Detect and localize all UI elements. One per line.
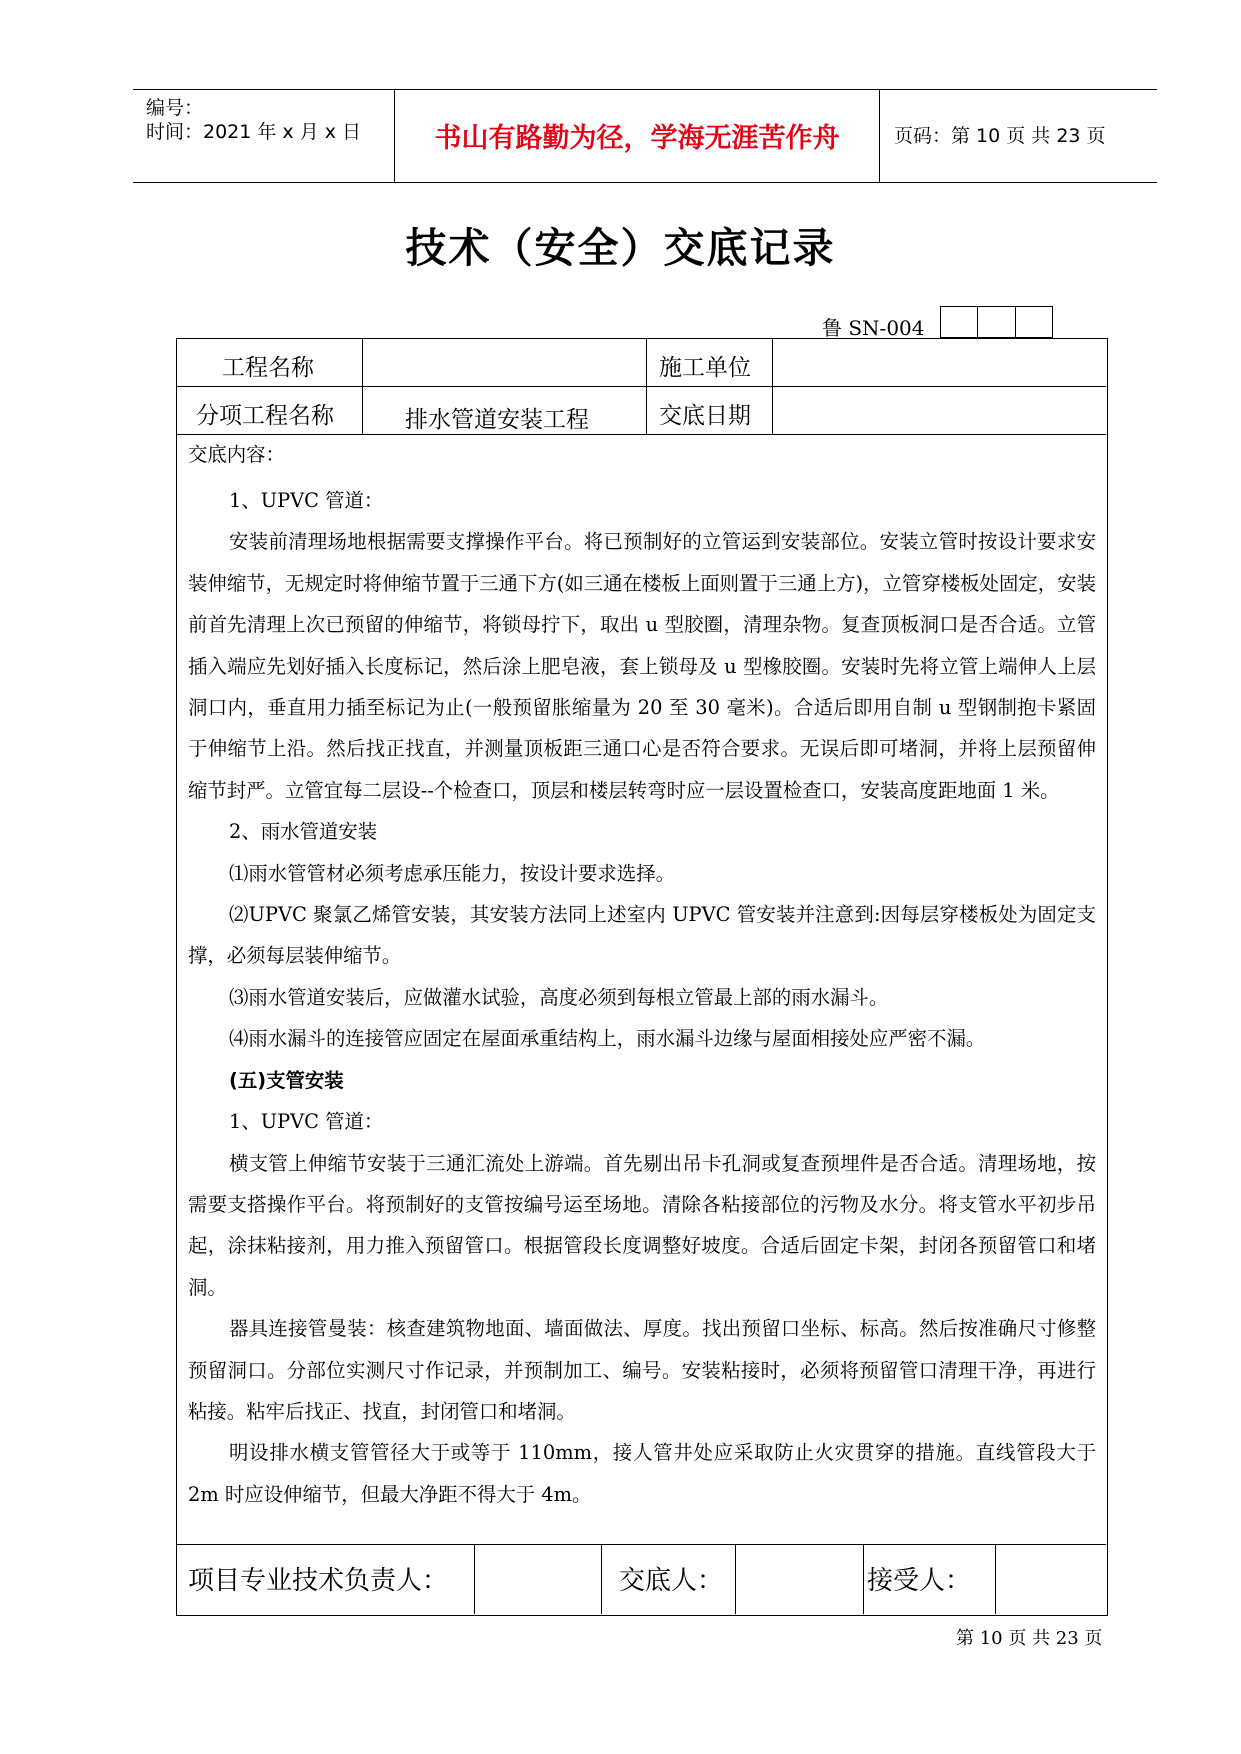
page-info: 页码：第 10 页 共 23 页 [894,125,1106,147]
row-divider [177,1544,1106,1545]
content-paragraph: 器具连接管曼装：核查建筑物地面、墙面做法、厚度。找出预留口坐标、标高。然后按准确尺寸修整预留洞口。分部位实测尺寸作记录，并预制加工、编号。安装粘接时，必须将预留管口清理干净，再进行粘接。粘牢后找正、找直，封闭管口和堵洞。 [188,1317,1096,1423]
section-heading: (五)支管安装 [229,1068,344,1092]
project-name-label: 工程名称 [222,355,314,381]
date-label: 交底日期 [659,403,751,429]
tech-lead-label: 项目专业技术负责人： [188,1566,449,1596]
serial-number-label: 编号： [146,97,204,119]
content-paragraph: ⑴雨水管管材必须考虑承压能力，按设计要求选择。 [229,861,675,885]
subproject-value: 排水管道安装工程 [405,407,589,433]
content-paragraph: ⑶雨水管道安装后，应做灌水试验，高度必须到每根立管最上部的雨水漏斗。 [229,985,889,1009]
content-paragraph: 明设排水横支管管径大于或等于 110mm，接人管井处应采取防止火灾贯穿的措施。直线管段大于 2m 时应设伸缩节，但最大净距不得大于 4m。 [188,1441,1096,1506]
row-divider [177,434,1106,435]
content-paragraph: 横支管上伸缩节安装于三通汇流处上游端。首先剔出吊卡孔洞或复查预埋件是否合适。清理场地，按需要支搭操作平台。将预制好的支管按编号运至场地。清除各粘接部位的污物及水分。将支管水平初步吊起，涂抹粘接剂，用力推入预留管口。根据管段长度调整好坡度。合适后固定卡架，封闭各预留管口和堵洞。 [188,1151,1096,1299]
content-paragraph: ⑵UPVC 聚氯乙烯管安装，其安装方法同上述室内 UPVC 管安装并注意到:因每层穿楼板处为固定支撑，必须每层装伸缩节。 [188,903,1096,968]
code-box [978,307,1015,337]
header-left-cell [133,90,394,182]
disclosure-table [176,338,1108,1616]
header-center-cell [394,90,880,182]
col-divider [995,1544,996,1614]
page-footer: 第 10 页 共 23 页 [956,1628,1103,1649]
page-header [133,89,1157,183]
content-heading: 交底内容： [188,443,285,466]
subproject-label: 分项工程名称 [196,403,334,429]
col-divider [735,1544,736,1614]
receiver-label: 接受人： [867,1566,972,1596]
construction-unit-label: 施工单位 [659,355,751,381]
content-body [188,480,1096,1515]
col-divider [646,339,647,434]
header-right-cell [880,90,1157,182]
code-boxes [940,306,1053,338]
document-title: 技术（安全）交底记录 [405,224,836,272]
code-box [1016,307,1052,337]
row-divider [177,386,1106,387]
content-paragraph: 2、雨水管道安装 [229,820,378,844]
motto-text: 书山有路勤为径，学海无涯苦作舟 [434,123,840,154]
content-paragraph: 安装前清理场地根据需要支撑操作平台。将已预制好的立管运到安装部位。安装立管时按设计要求安装伸缩节，无规定时将伸缩节置于三通下方(如三通在楼板上面则置于三通上方)，立管穿楼板处固定，安装前首先清理上次已预留的伸缩节，将锁母拧下，取出 u 型胶圈，清理杂物。复查顶板洞口是否合适。立管插入端应先划好插入长度标记，然后涂上肥皂液，套上锁母及 u 型橡胶圈。安装时先将立管上端伸人上层洞口内，垂直用力插至标记为止(一般预留胀缩量为 20 至 30 毫米)。合适后即用自制 u 型钢制抱卡紧固于伸缩节上沿。然后找正找直，并测量顶板距三通口心是否符合要求。无误后即可堵洞，并将上层预留伸缩节封严。立管宜每二层设--个检查口，顶层和楼层转弯时应一层设置检查口，安装高度距地面 1 米。 [188,530,1096,802]
document-code: 鲁 SN-004 [822,316,925,340]
content-paragraph: 1、UPVC 管道： [229,1110,384,1134]
col-divider [362,339,363,434]
content-paragraph: ⑷雨水漏斗的连接管应固定在屋面承重结构上，雨水漏斗边缘与屋面相接处应严密不漏。 [229,1027,986,1051]
code-box [941,307,978,337]
col-divider [863,1544,864,1614]
col-divider [474,1544,475,1614]
col-divider [772,339,773,434]
discloser-label: 交底人： [619,1566,724,1596]
content-paragraph: 1、UPVC 管道： [229,489,384,512]
col-divider [601,1544,602,1614]
time-label: 时间：2021 年 x 月 x 日 [146,121,362,143]
